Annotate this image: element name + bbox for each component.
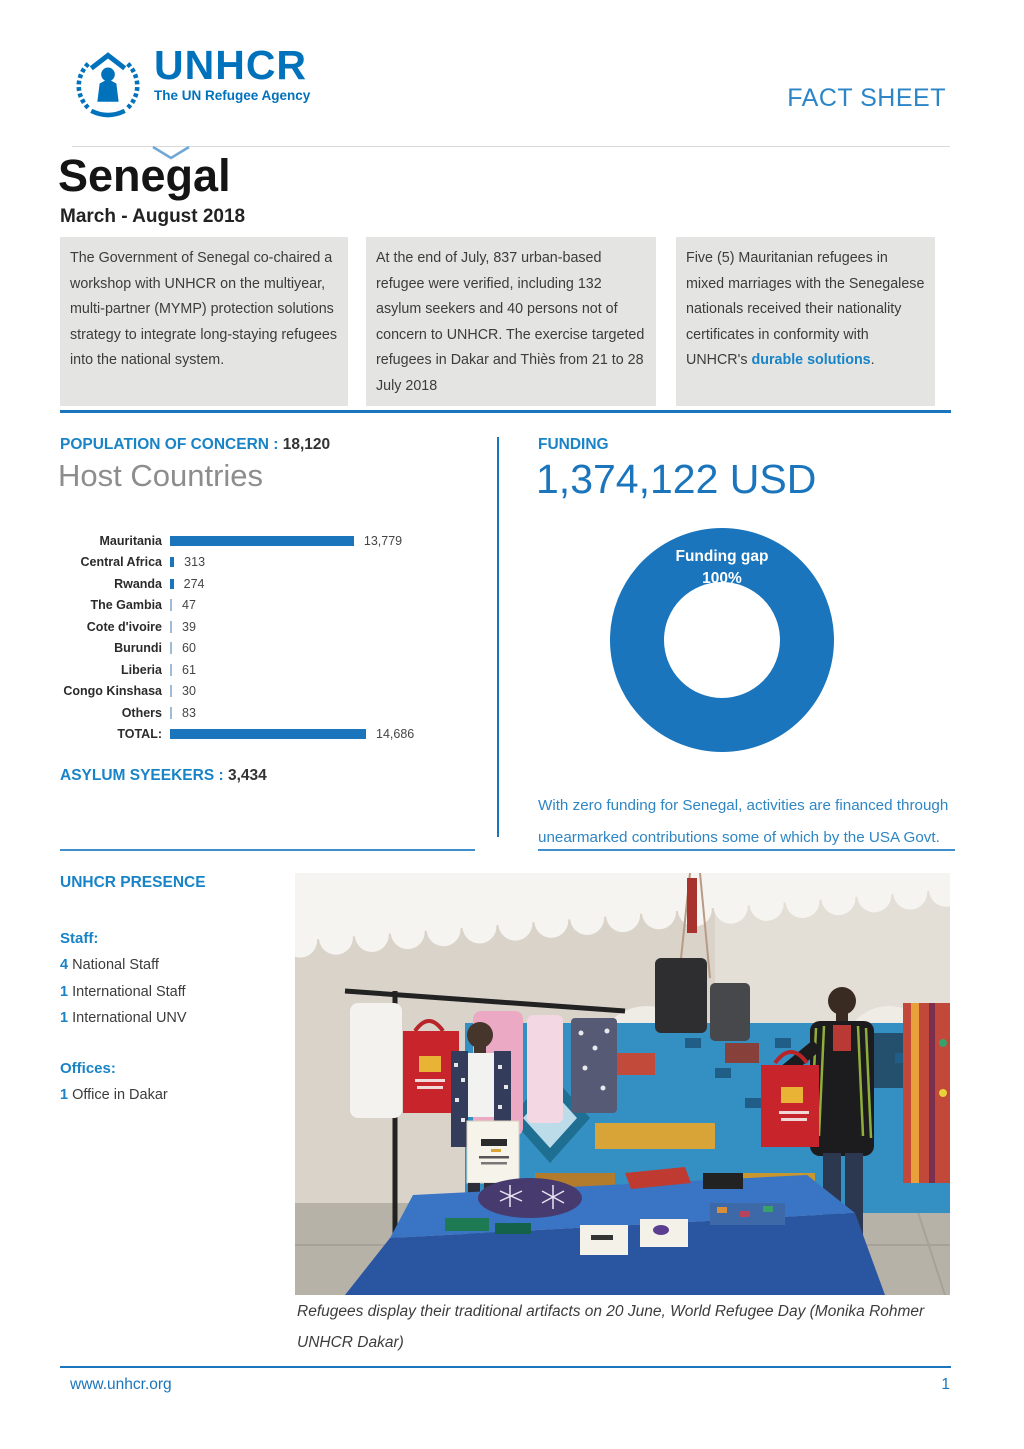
section-divider [60,410,951,413]
chart-bar [170,707,172,719]
left-column-divider [60,849,475,851]
footer-divider [60,1366,951,1368]
chart-value-label: 313 [184,555,206,570]
chart-bar [170,579,174,589]
doc-type-label: FACT SHEET [787,84,946,112]
chart-bar [170,664,172,676]
chart-category-label: Congo Kinshasa [63,684,162,699]
chart-category-label: Burundi [114,641,162,656]
asylum-heading [60,767,267,785]
staff-item [60,984,186,1000]
footer-url-link[interactable]: www.unhcr.org [70,1376,172,1393]
staff-label: International UNV [72,1010,187,1026]
chart-row [60,638,490,660]
office-count: 1 [60,1087,69,1103]
column-separator [497,437,499,837]
chart-category-label: TOTAL: [117,727,162,742]
chart-bar [170,642,172,654]
funding-note-line-1: With zero funding for Senegal, activities are financed through [538,797,949,814]
chart-value-label: 30 [182,684,196,699]
chart-value-label: 274 [183,576,205,591]
staff-item [60,1010,187,1026]
header-divider [72,146,950,147]
chart-category-label: Liberia [121,662,162,677]
chart-row [60,530,490,552]
unhcr-emblem-icon [70,44,146,125]
office-label: Office in Dakar [72,1087,168,1103]
office-item [60,1087,168,1103]
chart-title: Host Countries [58,458,264,493]
staff-label: National Staff [72,957,159,973]
photo-illustration [295,873,950,1300]
chart-bar [170,621,172,633]
logo-tagline: The UN Refugee Agency [154,88,311,104]
staff-count: 1 [60,984,69,1000]
chart-category-label: Rwanda [114,576,162,591]
chart-bar [170,557,174,567]
funding-amount: 1,374,122 USD [536,456,817,502]
chart-value-label: 61 [182,662,196,677]
right-column-divider [538,849,955,851]
asylum-value: 3,434 [227,767,267,784]
chart-category-label: Cote d'ivoire [86,619,162,634]
highlight-box-3 [676,237,935,406]
staff-label: International Staff [72,984,186,1000]
chart-value-label: 60 [182,641,196,656]
chart-row [60,573,490,595]
chart-row [60,702,490,724]
chart-category-label: Others [121,705,162,720]
staff-heading: Staff: [60,930,99,947]
highlight-box-1 [60,237,348,406]
staff-count: 1 [60,1010,69,1026]
chart-category-label: Central Africa [80,555,162,570]
chart-bar [170,685,172,697]
chart-value-label: 47 [182,598,196,613]
unhcr-logo [70,44,310,125]
logo-wordmark: UNHCR [154,42,308,88]
highlight-box-2 [366,237,656,406]
page-title: Senegal [58,150,231,201]
chart-category-label: Mauritania [99,533,162,548]
population-label: POPULATION OF CONCERN : [60,436,279,453]
chart-row [60,616,490,638]
staff-item [60,957,159,973]
funding-note-line-2: unearmarked contributions some of which by the USA Govt. [538,829,940,846]
highlight-text-suffix: . [870,352,875,368]
chart-category-label: The Gambia [90,598,162,613]
chart-bar [170,536,354,546]
funding-heading: FUNDING [538,436,609,453]
population-value: 18,120 [282,436,331,453]
highlight-text: The Government of Senegal co-chaired a workshop with UNHCR on the multiyear, multi-partner (MYMP) protection solutions strategy to integrate long-staying refugees into the national system. [70,250,338,368]
donut-center-label-2: 100% [702,570,742,587]
hanging-garments-right [903,1003,950,1183]
durable-solutions-link[interactable]: durable solutions [751,352,871,368]
chart-row [60,659,490,681]
chart-value-label: 39 [182,619,196,634]
presence-heading: UNHCR PRESENCE [60,874,206,891]
funding-gap-donut-chart [610,528,834,757]
highlight-text: Five (5) Mauritanian refugees in mixed marriages with the Senegalese nationals received their nationality certificates in conformity with UNHCR's [686,250,925,368]
staff-count: 4 [60,957,69,973]
chart-bar [170,729,366,739]
photo-caption: Refugees display their traditional artifacts on 20 June, World Refugee Day (Monika Rohmer UNHCR Dakar) [297,1303,925,1351]
chart-row [60,681,490,703]
chart-bar [170,599,172,611]
chart-row [60,595,490,617]
page-number: 1 [941,1376,950,1393]
chart-value-label: 13,779 [363,533,403,548]
chart-value-label: 14,686 [376,727,415,742]
donut-center-label-1: Funding gap [675,548,769,565]
chart-value-label: 83 [182,705,196,720]
report-period: March - August 2018 [60,206,246,227]
host-countries-chart [60,530,490,745]
offices-heading: Offices: [60,1060,116,1077]
asylum-label: ASYLUM SYEEKERS : [60,767,224,784]
population-heading [60,436,330,454]
chart-row [60,724,490,746]
chart-row [60,552,490,574]
highlight-text: At the end of July, 837 urban-based refugee were verified, including 132 asylum seekers and 40 persons not of concern to UNHCR. The exercise targeted refugees in Dakar and Thiès from 21 to 28 July 2018 [376,250,645,394]
